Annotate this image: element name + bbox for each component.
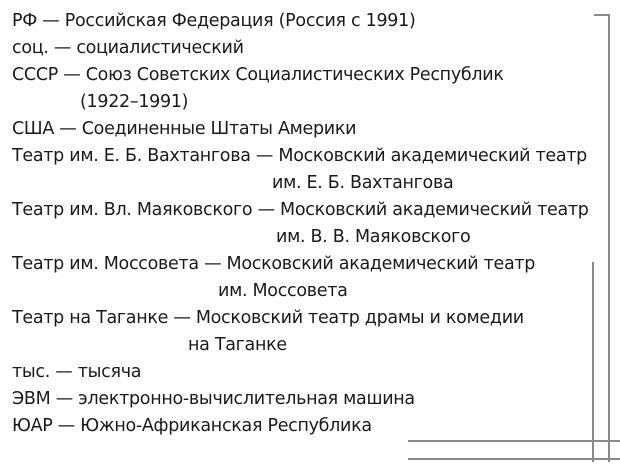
entry-continuation: на Таганке (188, 335, 287, 355)
entry-continuation: им. Е. Б. Вахтангова (272, 173, 454, 193)
entry-definition: Российская Федерация (Россия с 1991) (64, 11, 416, 31)
abbreviation-entry (12, 251, 535, 277)
entry-term: Театр на Таганке (12, 308, 169, 328)
right-frame-upper (608, 14, 610, 462)
entry-term: ЭВМ (12, 389, 51, 409)
entry-dash: — (53, 38, 72, 58)
entry-dash: — (59, 119, 77, 139)
entry-definition: Соединенные Штаты Америки (81, 119, 357, 139)
entry-term: ЮАР (12, 416, 53, 436)
bottom-rule-upper (408, 440, 620, 442)
entry-definition: Московский академический театр (226, 254, 536, 274)
entry-definition: Союз Советских Социалистических Республик (85, 65, 504, 85)
entry-term: СССР (12, 65, 59, 85)
abbreviation-entry (12, 413, 372, 439)
abbreviation-entry (12, 359, 141, 385)
entry-dash: — (55, 389, 73, 409)
entry-definition: Южно-Африканская Республика (80, 416, 372, 436)
abbreviation-entry (12, 62, 504, 88)
entry-continuation: им. Моссовета (218, 281, 348, 301)
entry-definition: социалистический (76, 38, 244, 58)
entry-dash: — (255, 146, 274, 166)
entry-continuation: (1922–1991) (80, 92, 189, 112)
entry-definition: электронно-вычислительная машина (78, 389, 415, 409)
entry-definition: Московский академический театр (278, 146, 587, 166)
entry-dash: — (173, 308, 191, 328)
entry-term: Театр им. Моссовета (12, 254, 199, 274)
abbreviation-entry (12, 386, 415, 412)
abbreviation-entry (12, 305, 524, 331)
entry-dash: — (42, 11, 60, 31)
entry-continuation: им. В. В. Маяковского (276, 227, 471, 247)
entry-term: тыс. (12, 362, 50, 382)
abbreviation-entry (12, 35, 244, 61)
entry-dash: — (57, 416, 75, 436)
right-frame-inner (592, 262, 594, 462)
entry-term: РФ (12, 11, 38, 31)
entry-dash: — (257, 200, 275, 220)
bottom-rule-lower (408, 458, 620, 460)
abbreviation-entry (12, 143, 587, 169)
abbreviation-entry (12, 197, 589, 223)
entry-definition: Московский театр драмы и комедии (195, 308, 524, 328)
entry-dash: — (63, 65, 81, 85)
entry-definition: Московский академический театр (280, 200, 589, 220)
entry-definition: тысяча (77, 362, 142, 382)
abbreviation-entry (12, 116, 356, 142)
entry-term: Театр им. Вл. Маяковского (12, 200, 253, 220)
entry-term: соц. (12, 38, 49, 58)
entry-term: Театр им. Е. Б. Вахтангова (12, 146, 251, 166)
entry-term: США (12, 119, 55, 139)
abbreviation-entry (12, 8, 415, 34)
entry-dash: — (204, 254, 222, 274)
entry-dash: — (55, 362, 73, 382)
